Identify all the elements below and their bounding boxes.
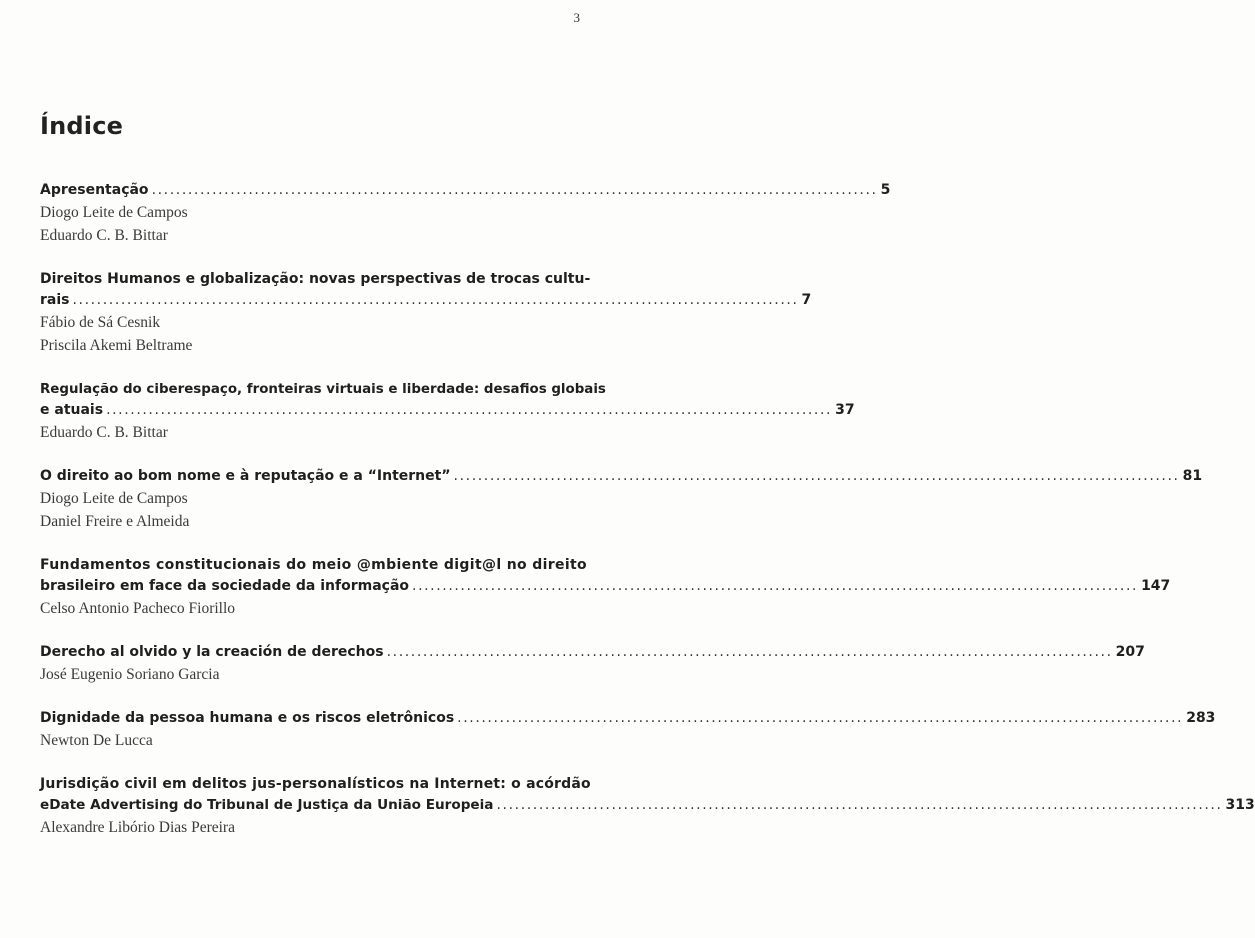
- toc-entry-author: Fábio de Sá Cesnik: [40, 314, 161, 331]
- toc-entry-title: Jurisdição civil em delitos jus-personalísticos na Internet: o acórdão: [40, 776, 591, 792]
- dot-leader: ........................................................................................................................: [106, 402, 833, 418]
- toc-entry-title-cont: rais: [40, 292, 70, 308]
- toc-entry-author: Daniel Freire e Almeida: [40, 513, 190, 530]
- page-title: Índice: [40, 112, 124, 140]
- dot-leader: ........................................................................................................................: [151, 182, 878, 198]
- dot-leader: ........................................................................................................................: [496, 797, 1223, 813]
- toc-entry-title-line: [40, 290, 812, 311]
- toc-entry-title-line: [40, 466, 1203, 487]
- toc-entry-title: Direitos Humanos e globalização: novas perspectivas de trocas cultu-: [40, 271, 591, 287]
- toc-entry-page: 207: [1115, 644, 1145, 660]
- toc-entry-title-cont: eDate Advertising do Tribunal de Justiça da União Europeia: [40, 797, 494, 813]
- toc-entry-author: Alexandre Libório Dias Pereira: [40, 819, 235, 836]
- toc-entry-author: José Eugenio Soriano Garcia: [40, 666, 220, 683]
- toc-entry[interactable]: [40, 180, 891, 247]
- toc-entry-page: 81: [1182, 468, 1203, 484]
- toc-entry-page: 7: [801, 292, 812, 308]
- toc-entry-title-line: [40, 180, 891, 201]
- toc-entry-title: Fundamentos constitucionais do meio @mbiente digit@l no direito: [40, 557, 588, 573]
- toc-entry-page: 313: [1225, 797, 1255, 813]
- toc-entry[interactable]: [40, 269, 812, 357]
- toc-entry[interactable]: [40, 642, 1145, 686]
- toc-entry-title: Derecho al olvido y la creación de derechos: [40, 644, 384, 660]
- dot-leader: ........................................................................................................................: [453, 468, 1180, 484]
- dot-leader: ........................................................................................................................: [412, 578, 1139, 594]
- toc-entry-author: Priscila Akemi Beltrame: [40, 337, 193, 354]
- toc-entry-title-cont: e atuais: [40, 402, 104, 418]
- table-of-contents: [40, 180, 1255, 839]
- page-number: 3: [573, 10, 580, 25]
- toc-entry-page: 5: [880, 182, 891, 198]
- dot-leader: ........................................................................................................................: [457, 710, 1184, 726]
- toc-entry-title-line: [40, 576, 1171, 597]
- dot-leader: ........................................................................................................................: [72, 292, 799, 308]
- toc-entry-title: Apresentação: [40, 182, 149, 198]
- toc-entry-author: Newton De Lucca: [40, 732, 153, 749]
- toc-entry-title: O direito ao bom nome e à reputação e a “Internet”: [40, 468, 451, 484]
- toc-entry[interactable]: [40, 774, 1255, 839]
- toc-entry-page: 147: [1141, 578, 1171, 594]
- toc-entry-title-cont: brasileiro em face da sociedade da informação: [40, 578, 410, 594]
- toc-entry-author: Eduardo C. B. Bittar: [40, 424, 168, 441]
- toc-entry-title: Regulação do ciberespaço, fronteiras virtuais e liberdade: desafios globais: [40, 382, 606, 397]
- toc-entry[interactable]: [40, 708, 1216, 752]
- toc-entry-author: Diogo Leite de Campos: [40, 204, 188, 221]
- toc-entry-page: 37: [835, 402, 855, 418]
- toc-entry-author: Celso Antonio Pacheco Fiorillo: [40, 600, 236, 617]
- toc-entry-title: Dignidade da pessoa humana e os riscos eletrônicos: [40, 710, 455, 726]
- toc-entry-title-line: [40, 400, 855, 421]
- toc-entry-author: Diogo Leite de Campos: [40, 490, 188, 507]
- toc-entry[interactable]: [40, 379, 855, 444]
- toc-entry-page: 283: [1186, 710, 1216, 726]
- toc-entry-author: Eduardo C. B. Bittar: [40, 227, 168, 244]
- toc-entry[interactable]: [40, 466, 1203, 533]
- toc-entry-title-line: [40, 708, 1216, 729]
- toc-entry[interactable]: [40, 555, 1171, 620]
- toc-entry-title-line: [40, 642, 1145, 663]
- dot-leader: ........................................................................................................................: [386, 644, 1113, 660]
- toc-entry-title-line: [40, 795, 1255, 816]
